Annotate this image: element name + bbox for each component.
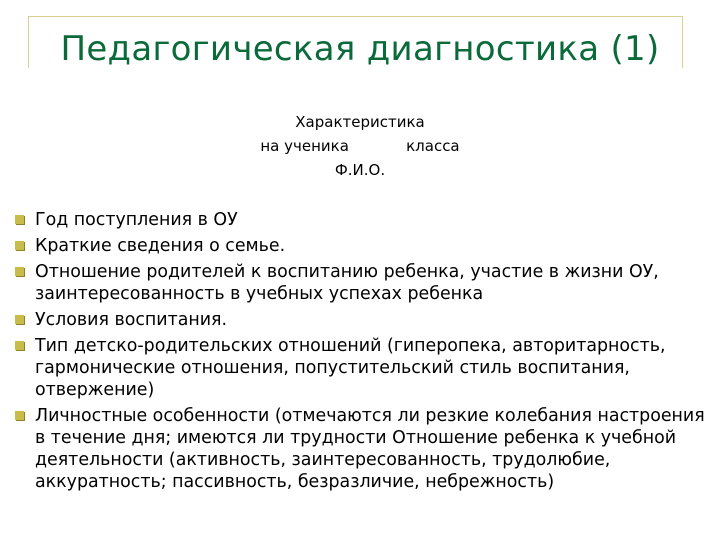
square-bullet-icon [15, 411, 24, 420]
square-bullet-icon [15, 267, 24, 276]
bullet-text: Краткие сведения о семье. [35, 236, 286, 256]
bullet-text: Год поступления в ОУ [35, 210, 238, 230]
bullet-item-admission-year [14, 209, 708, 231]
square-bullet-icon [15, 315, 24, 324]
diagnostic-bullet-list [14, 209, 708, 497]
square-bullet-icon [15, 241, 24, 250]
bullet-item-parent-attitude [14, 261, 708, 305]
bullet-item-personal-traits [14, 405, 708, 493]
bullet-item-upbringing-conditions [14, 309, 708, 331]
bullet-item-parent-child-relations [14, 335, 708, 401]
square-bullet-icon [15, 215, 24, 224]
bullet-text: Отношение родителей к воспитанию ребенка, участие в жизни ОУ, заинтересованность в учебных успехах ребенка [35, 262, 659, 304]
slide-title: Педагогическая диагностика (1) [60, 29, 660, 69]
characteristic-line-2: на ученика класса [260, 137, 460, 155]
characteristic-line-1: Характеристика [295, 113, 425, 131]
bullet-text: Личностные особенности (отмечаются ли резкие колебания настроения в течение дня; имеются ли трудности Отношение ребенка к учебной деятельности (активность, заинтересованность, трудолюбие, аккуратность; пассивность, безразличие, небрежность) [35, 406, 705, 492]
square-bullet-icon [15, 341, 24, 350]
bullet-text: Тип детско-родительских отношений (гиперопека, авторитарность, гармонические отношения, попустительский стиль воспитания, отвержение) [35, 336, 666, 400]
bullet-text: Условия воспитания. [35, 310, 228, 330]
bullet-item-family-info [14, 235, 708, 257]
characteristic-line-3: Ф.И.О. [334, 161, 386, 179]
title-frame-top-line [28, 16, 682, 17]
characteristic-heading [160, 110, 560, 182]
